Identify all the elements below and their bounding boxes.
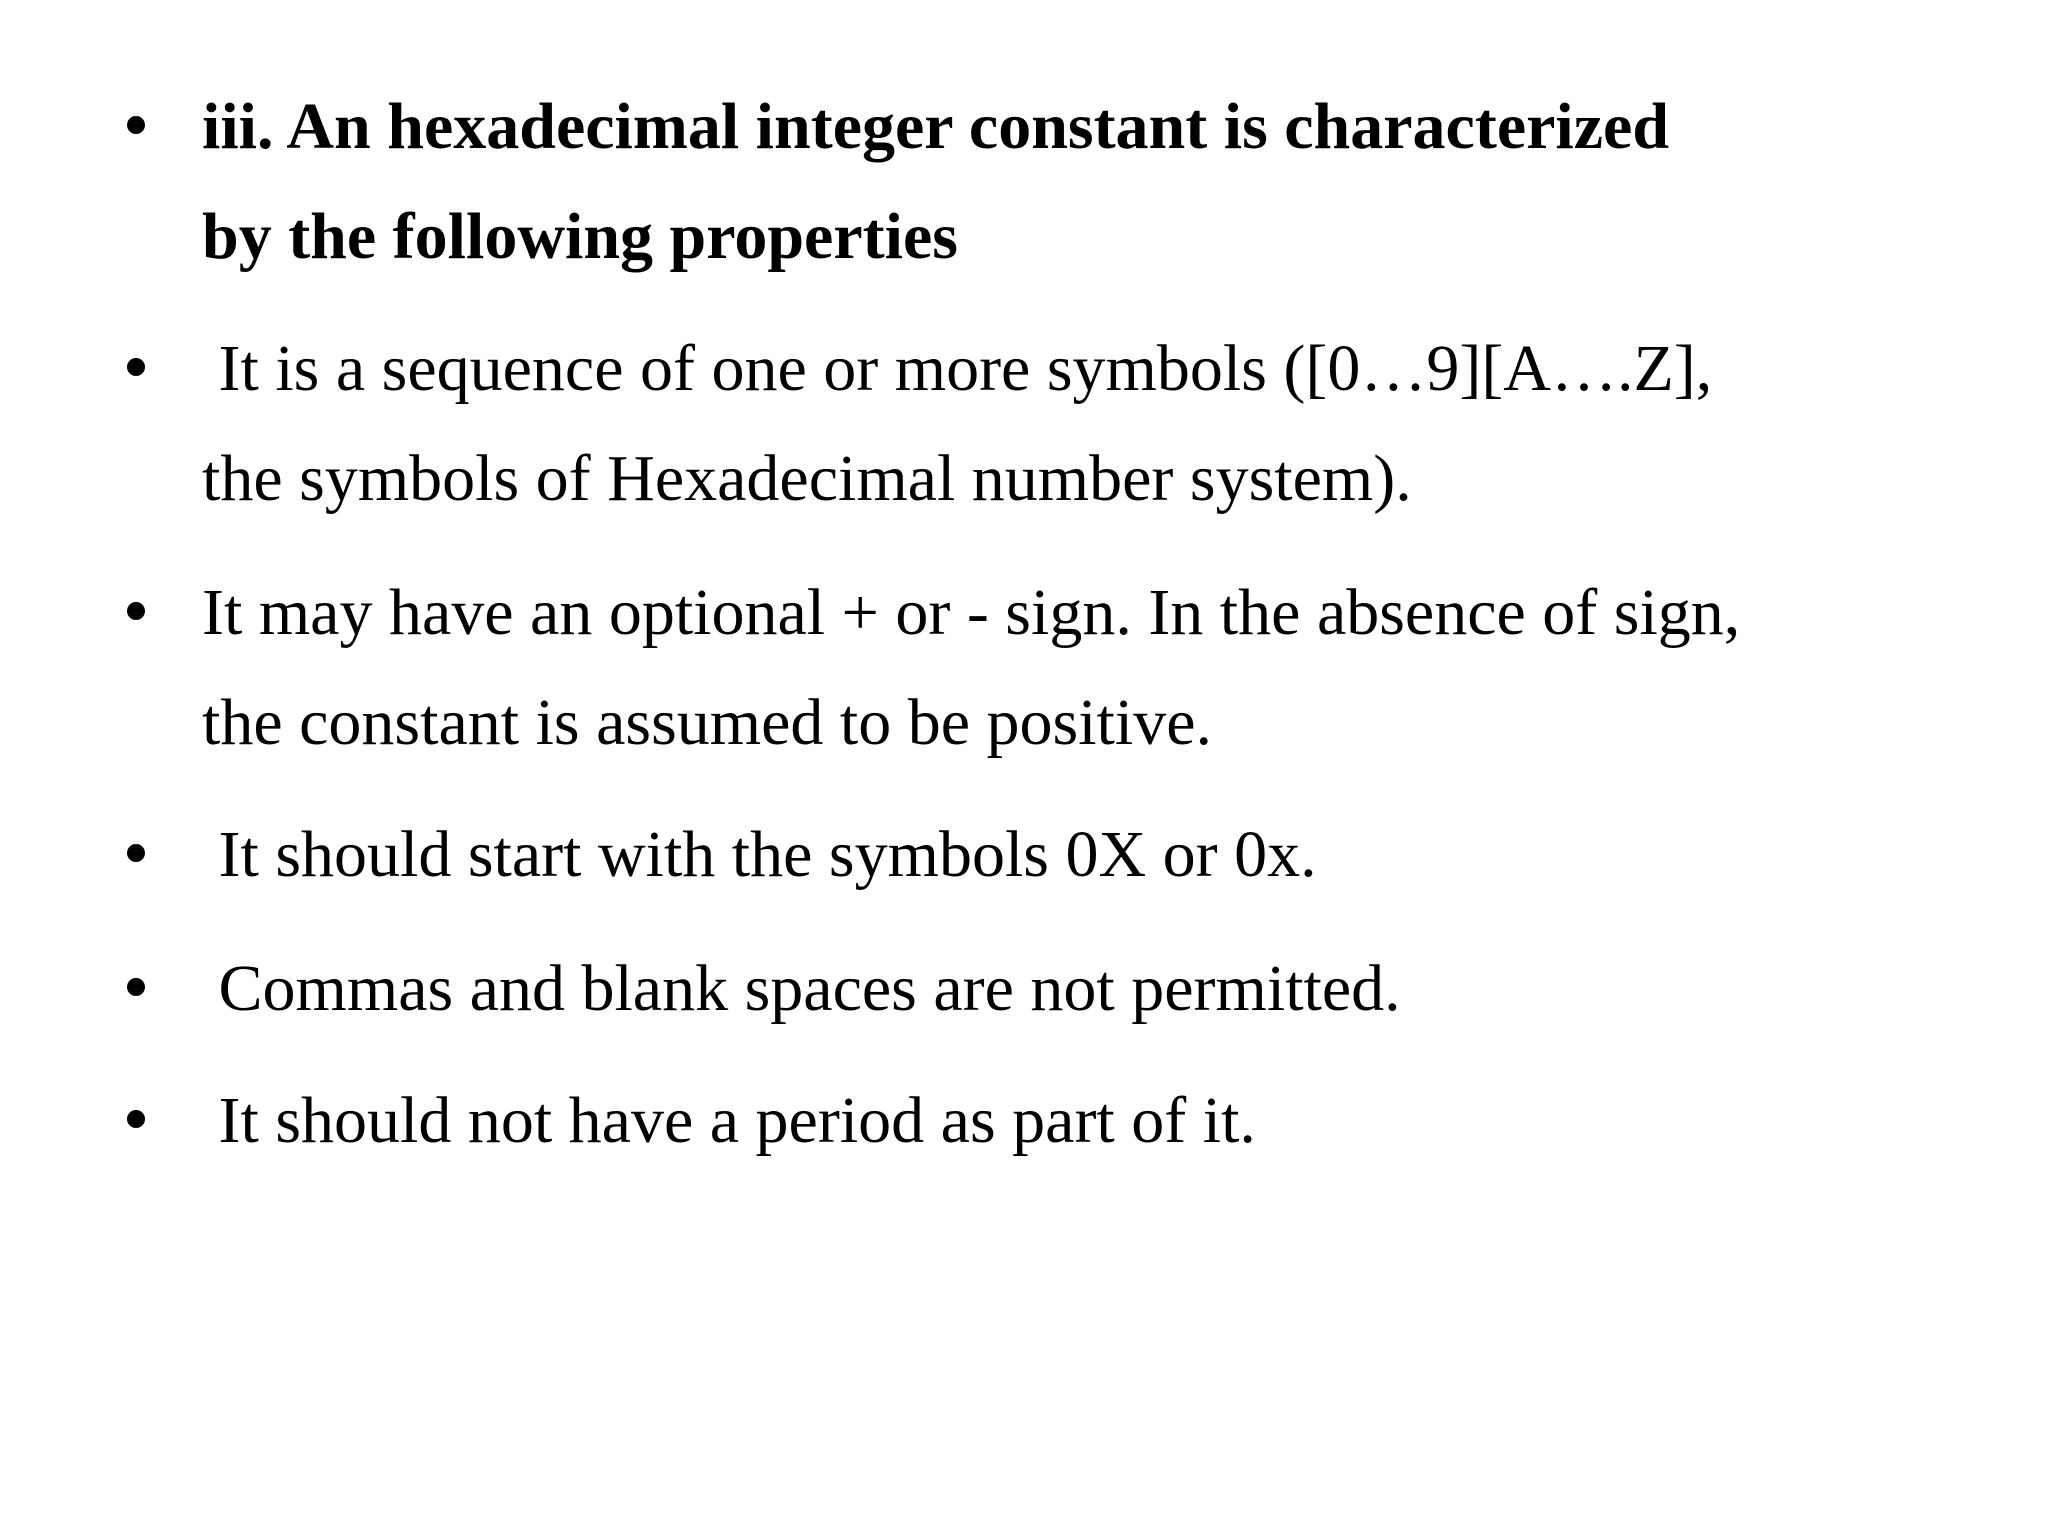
bullet-text: It is a sequence of one or more symbols ([0…9][A….Z], the symbols of Hexadecimal number system). <box>202 332 1713 515</box>
bullet-icon <box>127 844 145 862</box>
bullet-text: It may have an optional + or - sign. In the absence of sign, the constant is assumed to be positive. <box>202 576 1741 759</box>
bullet-icon <box>127 1110 145 1128</box>
bullet-icon <box>127 978 145 996</box>
bullet-text: It should start with the symbols 0X or 0x. <box>202 818 1317 891</box>
bullet-text: Commas and blank spaces are not permitted. <box>202 952 1401 1025</box>
bullet-icon <box>127 358 145 376</box>
bullet-text: It should not have a period as part of it. <box>202 1084 1256 1157</box>
bullet-text: iii. An hexadecimal integer constant is characterized by the following properties <box>202 90 1670 273</box>
bullet-icon <box>127 602 145 620</box>
bullet-icon <box>127 116 145 134</box>
